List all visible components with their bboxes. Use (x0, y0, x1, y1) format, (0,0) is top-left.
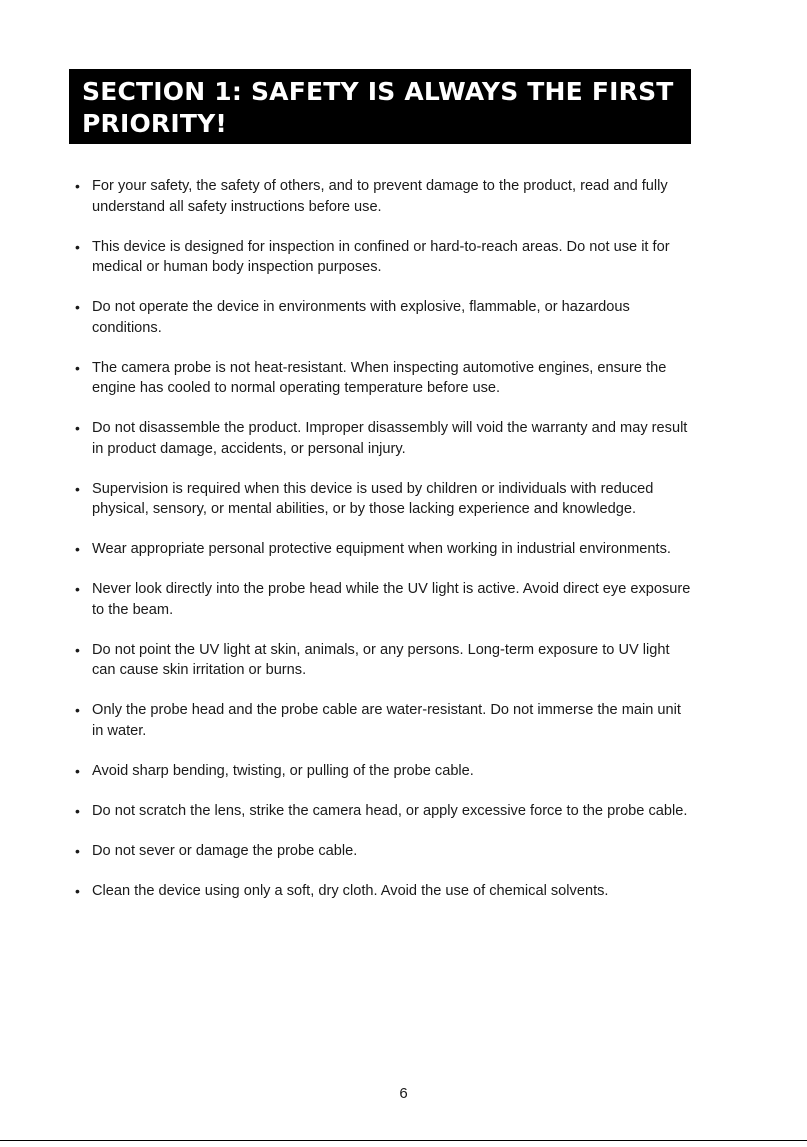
bullet-icon: • (75, 420, 80, 436)
list-item (74, 640, 694, 681)
list-item (74, 881, 694, 902)
bullet-icon: • (75, 299, 80, 315)
list-item-text: The camera probe is not heat-resistant. When inspecting automotive engines, ensure the engine has cooled to normal operating temperature before use. (92, 359, 667, 396)
list-item-text: Do not sever or damage the probe cable. (92, 842, 358, 859)
list-item-text: Clean the device using only a soft, dry cloth. Avoid the use of chemical solvents. (92, 882, 609, 899)
list-item-text: This device is designed for inspection in confined or hard-to-reach areas. Do not use it for medical or human body inspection purposes. (92, 238, 670, 275)
bullet-icon: • (75, 238, 80, 255)
list-item-text: Wear appropriate personal protective equipment when working in industrial environments. (92, 541, 671, 557)
list-item-text: Avoid sharp bending, twisting, or pulling of the probe cable. (92, 762, 474, 779)
list-item (74, 801, 694, 822)
list-item (74, 297, 694, 338)
bullet-icon: • (75, 359, 80, 376)
list-item-text: Never look directly into the probe head while the UV light is active. Avoid direct eye exposure to the beam. (92, 581, 691, 618)
bullet-icon: • (75, 802, 80, 819)
list-item-text: Do not operate the device in environments with explosive, flammable, or hazardous conditions. (92, 299, 630, 336)
list-item-text: Do not disassemble the product. Improper disassembly will void the warranty and may result in product damage, accidents, or personal injury. (92, 420, 688, 457)
bullet-icon: • (75, 842, 80, 859)
bullet-icon: • (75, 581, 80, 597)
list-item-text: Supervision is required when this device is used by children or individuals with reduced physical, sensory, or mental abilities, or by those lacking experience and knowledge. (92, 480, 654, 517)
list-item-text: Do not point the UV light at skin, animals, or any persons. Long-term exposure to UV light can cause skin irritation or burns. (92, 641, 670, 678)
safety-instructions-list (74, 176, 694, 921)
list-item-text: Only the probe head and the probe cable are water-resistant. Do not immerse the main unit in water. (92, 702, 681, 739)
bottom-divider (0, 1140, 807, 1141)
section-header-banner (69, 69, 691, 144)
section-title: SECTION 1: SAFETY IS ALWAYS THE FIRST PRIORITY! (82, 77, 674, 138)
list-item (74, 479, 694, 520)
list-item (74, 237, 694, 278)
list-item (74, 418, 694, 459)
bullet-icon: • (75, 882, 80, 899)
list-item (74, 700, 694, 741)
list-item-text: For your safety, the safety of others, and to prevent damage to the product, read and fully understand all safety instructions before use. (92, 178, 668, 215)
list-item (74, 761, 694, 782)
list-item (74, 539, 694, 560)
list-item (74, 579, 694, 620)
bullet-icon: • (75, 702, 80, 718)
bullet-icon: • (75, 178, 80, 194)
list-item (74, 841, 694, 862)
bullet-icon: • (75, 541, 80, 557)
list-item (74, 176, 694, 217)
bullet-icon: • (75, 762, 80, 779)
list-item (74, 358, 694, 399)
bullet-icon: • (75, 641, 80, 658)
bullet-icon: • (75, 480, 80, 497)
page-number: 6 (399, 1085, 408, 1102)
list-item-text: Do not scratch the lens, strike the camera head, or apply excessive force to the probe cable. (92, 802, 688, 819)
